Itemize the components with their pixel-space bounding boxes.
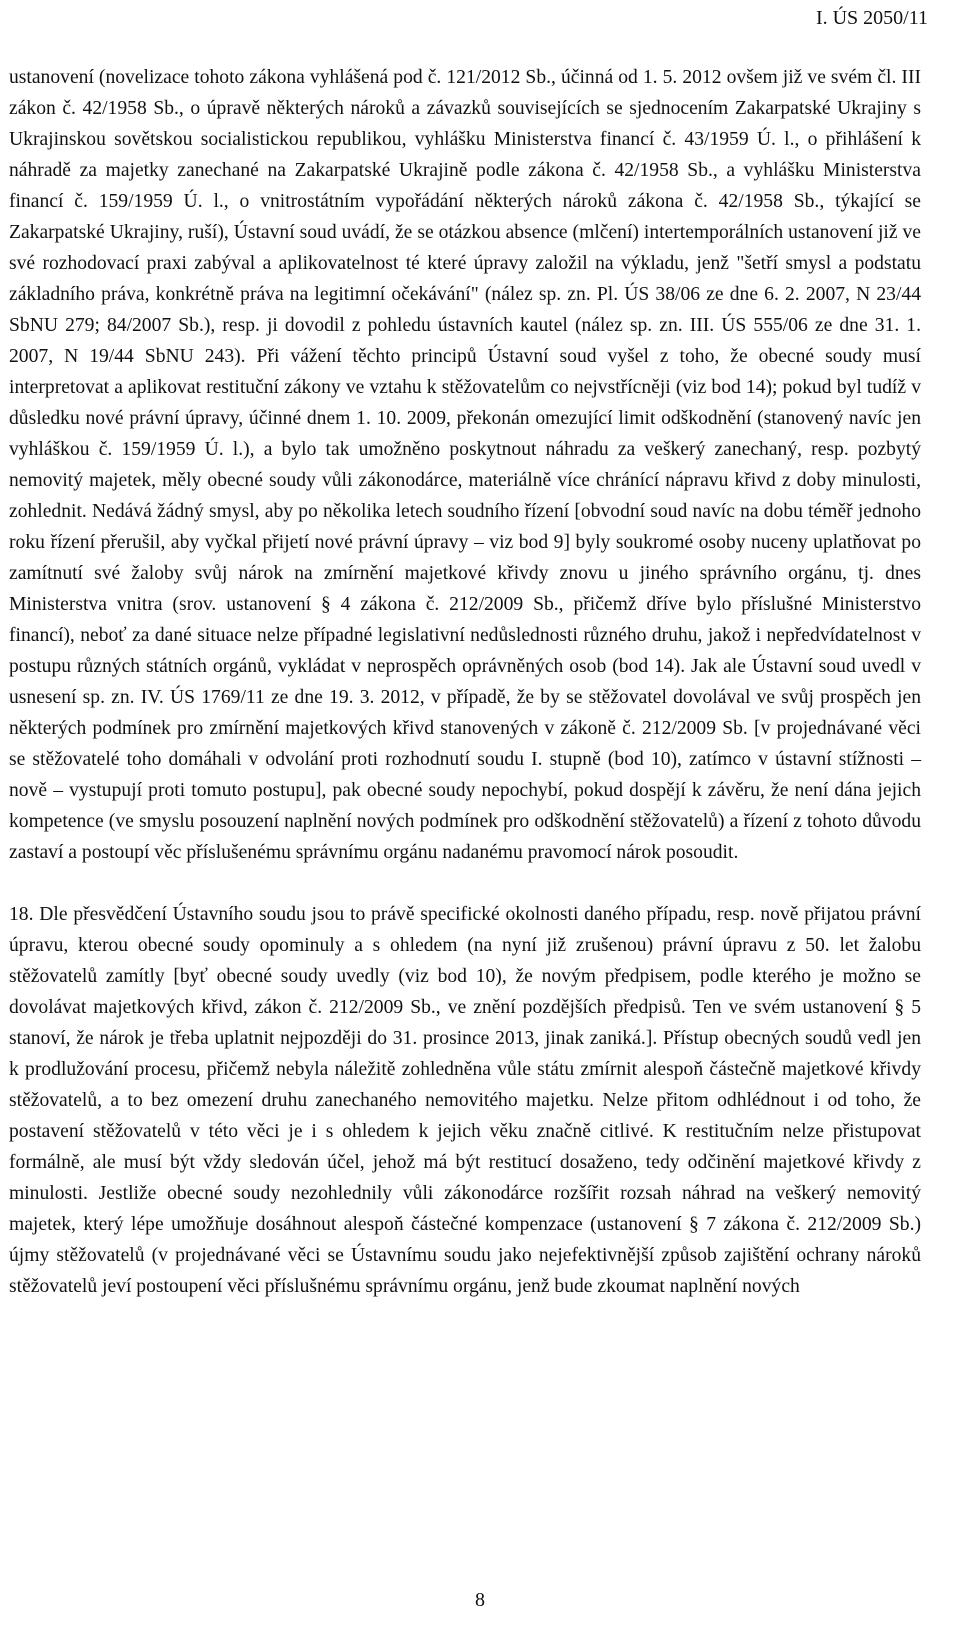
continuation-paragraph: ustanovení (novelizace tohoto zákona vyhlášená pod č. 121/2012 Sb., účinná od 1. 5. 2012 ovšem již ve svém čl. III zákon č. 42/1958 Sb., o úpravě některých nároků a závazků souvisejících se sjednocením Zakarpatské Ukrajiny s Ukrajinskou sovětskou socialistickou republikou, vyhlášku Ministerstva financí č. 43/1959 Ú. l., o přihlášení k náhradě za majetky zanechané na Zakarpatské Ukrajině podle zákona č. 42/1958 Sb., a vyhlášku Ministerstva financí č. 159/1959 Ú. l., o vnitrostátním vypořádání některých nároků zákona č. 42/1958 Sb., týkající se Zakarpatské Ukrajiny, ruší), Ústavní soud uvádí, že se otázkou absence (mlčení) intertemporálních ustanovení již ve své rozhodovací praxi zabýval a aplikovatelnost té které úpravy založil na výkladu, jenž "šetří smysl a podstatu základního práva, konkrétně práva na legitimní očekávání" (nález sp. zn. Pl. ÚS 38/06 ze dne 6. 2. 2007, N 23/44 SbNU 279; 84/2007 Sb.), resp. ji dovodil z pohledu ústavních kautel (nález sp. zn. III. ÚS 555/06 ze dne 31. 1. 2007, N 19/44 SbNU 243). Při vážení těchto principů Ústavní soud vyšel z toho, že obecné soudy musí interpretovat a aplikovat restituční zákony ve vztahu k stěžovatelům co nejvstřícněji (viz bod 14); pokud byl tudíž v důsledku nové právní úpravy, účinné dnem 1. 10. 2009, překonán omezující limit odškodnění (stanovený navíc jen vyhláškou č. 159/1959 Ú. l.), a bylo tak umožněno poskytnout náhradu za veškerý zanechaný, resp. pozbytý nemovitý majetek, měly obecné soudy vůli zákonodárce, materiálně více chránící nápravu křivd z doby minulosti, zohlednit. Nedává žádný smysl, aby po několika letech soudního řízení [obvodní soud navíc na dobu téměř jednoho roku řízení přerušil, aby vyčkal přijetí nové právní úpravy – viz bod 9] byly soukromé osoby nuceny uplatňovat po zamítnutí své žaloby svůj nárok na zmírnění majetkové křivdy znovu u jiného správního orgánu, tj. dnes Ministerstva vnitra (srov. ustanovení § 4 zákona č. 212/2009 Sb., přičemž dříve bylo příslušné Ministerstvo financí), neboť za dané situace nelze případné legislativní nedůslednosti různého druhu, jakož i nepředvídatelnost v postupu různých státních orgánů, vykládat v neprospěch oprávněných osob (bod 14). Jak ale Ústavní soud uvedl v usnesení sp. zn. IV. ÚS 1769/11 ze dne 19. 3. 2012, v případě, že by se stěžovatel dovolával ve svůj prospěch jen některých podmínek pro zmírnění majetkových křivd stanovených v zákoně č. 212/2009 Sb. [v projednávané věci se stěžovatelé toho domáhali v odvolání proti rozhodnutí soudu I. stupně (bod 10), zatímco v ústavní stížnosti – nově – vystupují proti tomuto postupu], pak obecné soudy nepochybí, pokud dospějí k závěru, že není dána jejich kompetence (ve smyslu posouzení naplnění nových podmínek pro odškodnění stěžovatelů) a řízení z tohoto důvodu zastaví a postoupí věc příslušenému správnímu orgánu nadanému pravomocí nárok posoudit. [9, 67, 921, 863]
document-body [9, 62, 921, 1302]
paragraph-18: 18. Dle přesvědčení Ústavního soudu jsou to právě specifické okolnosti daného případu, resp. nově přijatou právní úpravu, kterou obecné soudy opominuly a s ohledem (na nyní již zrušenou) právní úpravu z 50. let žalobu stěžovatelů zamítly [byť obecné soudy uvedly (viz bod 10), že novým předpisem, podle kterého je možno se dovolávat majetkových křivd, zákon č. 212/2009 Sb., ve znění pozdějších předpisů. Ten ve svém ustanovení § 5 stanoví, že nárok je třeba uplatnit nejpozději do 31. prosince 2013, jinak zaniká.]. Přístup obecných soudů vedl jen k prodlužování procesu, přičemž nebyla náležitě zohledněna vůle státu zmírnit alespoň částečně majetkové křivdy stěžovatelů, a to bez omezení druhu zanechaného nemovitého majetku. Nelze přitom odhlédnout i od toho, že postavení stěžovatelů v této věci je i s ohledem k jejich věku značně citlivé. K restitučním nelze přistupovat formálně, ale musí být vždy sledován účel, jehož má být restitucí dosaženo, tedy odčinění majetkové křivdy z minulosti. Jestliže obecné soudy nezohlednily vůli zákonodárce rozšířit rozsah náhrad na veškerý nemovitý majetek, který lépe umožňuje dosáhnout alespoň částečné kompenzace (ustanovení § 7 zákona č. 212/2009 Sb.) újmy stěžovatelů (v projednávané věci se Ústavnímu soudu jako nejefektivnější způsob zajištění ochrany nároků stěžovatelů jeví postoupení věci příslušnému správnímu orgánu, jenž bude zkoumat naplnění nových [9, 904, 921, 1297]
case-reference-header: I. ÚS 2050/11 [815, 7, 928, 29]
page-number: 8 [475, 1589, 485, 1611]
